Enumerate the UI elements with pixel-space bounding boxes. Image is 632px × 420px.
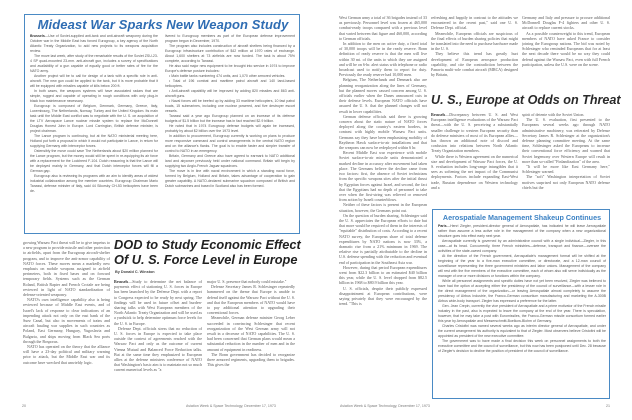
dod-byline: By Donald C. Winston <box>115 270 155 274</box>
paragraph-text: He noted that in 1974 Eurogroup defense budgets will again be increased, probably by about $2 billion over the 1973 level. <box>165 124 295 133</box>
paragraph <box>438 224 606 239</box>
paragraph-text: growing Warsaw Pact threat will be to give impetus to a new program to provide missile and other protection to airfields, apart from the Eurogroup aircraft-shelter program, and to improve the anti-armor capability of NATO forces. These moves mean a markedly new emphasis on mobile weapons assigned to airfield perimeters, both in fixed bases and on forward temporary fields. Systems such as the German Roland, British Rapier and French Crotale are being reviewed in light of NATO standardization of defense-oriented weaponry. <box>23 240 110 298</box>
paragraph <box>522 31 610 67</box>
paragraph <box>431 31 518 52</box>
paragraph <box>165 89 295 99</box>
paragraph <box>165 114 295 124</box>
dod-col-2 <box>207 279 295 399</box>
threat-col-1 <box>431 112 518 207</box>
paragraph <box>339 15 427 41</box>
right-footer-text: Aviation Week & Space Technology, December 17, 1973 <box>340 404 430 408</box>
paragraph-text: West German army a total of 36 brigades instead of 33 as previously. Personnel level was frozen at 465,000 combat-ready troops compared with a previous level that varied between that figure and 460,000, according to German officials. <box>339 15 427 41</box>
mideast-col-1 <box>30 34 158 230</box>
paragraph <box>431 51 518 77</box>
paragraph <box>165 169 295 189</box>
threat-headline: U. S., Europe at Odds on Threat <box>431 93 621 107</box>
dateline: Brussels <box>30 34 45 38</box>
paragraph <box>339 265 427 286</box>
paragraph <box>30 149 158 174</box>
paragraph-text: Belgium, The Netherlands and Denmark also are planning reorganization along the lines of Germany, but the planned moves caused concern among U. S. officials earlier when the Danes announced cuts in their defense levels. European NATO officials have assured the U. S. that the planned changes will not result in lower capabilities. <box>339 77 427 114</box>
paragraph-text: The program also includes construction of aircraft shelters being financed by a Eurogroup infrastructure contribution of $42 million at 1970 rates of exchange. About 1,600 shelters at 73 airfields are now funded. The task is about 75% complete, according to Tanassi. <box>165 44 295 63</box>
paragraph-text: He also said major new equipment to be brought into service in 1974 to improve Europe's defense posture includes: <box>165 64 295 73</box>
paragraph-text: • Main battle tanks numbering 474 units, and 1,070 other armored vehicles. <box>169 74 286 78</box>
paragraph-text: As a possible counterweight to this trend, European members of NATO have asked France to consider joining the Eurogroup nations. The bid was noted by Schlesinger who reminded Europeans that for at least the next decade there would be no way they could defend against the Warsaw Pact, even with full French participation, unless the U.S. were on the scene. <box>522 30 610 67</box>
paragraph-text: —Study to determine the net balance of payments effect of stationing U. S. forces in Europe has been launched by the Defense Dept. with a report to Congress expected to be ready by next spring. The findings will be used in future offset and burden-sharing talks with West European members of the North Atlantic Treaty Organization and will be used as a yardstick to help determine optimum force levels for the U. S. in Europe. <box>114 279 202 326</box>
dod-headline-line2: Of U. S. Force Level in Europe <box>114 252 298 267</box>
paragraph-text: refreshing and happily in contrast to the attitudes we encountered in the recent past," said one U. S. Defense Dept. official. <box>431 15 518 31</box>
paragraph <box>165 64 295 74</box>
paragraph-text: In addition to the men on active duty, a fixed total of 30,000 troops will be in the ready reserve. Bonn definition of ready reserve is that the men will live within 30 mi. of the units to which they are assigned and will be on 6-hr. alert status with telephone or radio broadcast used to notify them to report for duty. Previously the ready reserve had 10,000 men. <box>339 41 427 78</box>
paragraph <box>30 54 158 74</box>
paragraph <box>23 297 110 344</box>
paragraph-text: The Bonn government has decided to reorganize three armored regiments, upgrading them to brigades. This gives the <box>207 351 295 368</box>
paragraph <box>438 339 606 354</box>
mideast-box-title: Mideast War Sparks New Weapon Study <box>37 17 289 32</box>
paragraph <box>30 104 158 134</box>
paragraph-text: —Discrepancy between U. S. and West European intelligence evaluations of the Warsaw Pact threat—with the U. S. perceiving a substantially smaller challenge to western European security than do defense ministers of most of its European allies—has thrown an additional note of discord and confusion into relations between North Atlantic Treaty Organization members. <box>431 112 518 154</box>
paragraph <box>207 284 295 315</box>
paragraph-text: Neither of these factors is present in the European situation, however, the Germans point out. <box>339 202 427 213</box>
paragraph <box>438 324 606 339</box>
paragraph-text: The U. S. evaluation, first presented to the Europeans several weeks ago through NATO administrative machinery, was reiterated by Defense Secretary James R. Schlesinger at the organization's defense planning committee meeting. At the same time, Schlesinger asked the Europeans to increase their conventional force efficiency and warned that Soviet hegemony over Western Europe will result in more than so-called "Finlandization" of the area. <box>522 117 610 164</box>
left-page-number: 20 <box>22 404 26 408</box>
paragraph <box>165 134 295 154</box>
paragraph <box>165 124 295 134</box>
paragraph-text: Ostensibly the move could save The Netherlands about $20 million planned for the Lance program, but the money would still be spent in re-equipping its air force with a replacement for the Lockheed F-104. Dutch reasoning is that the Lance will be deployed mainly in Germany, and that Dutch interceptor forces will fill a German gap. <box>30 149 158 173</box>
paragraph-text: Britain, Germany and Greece also have agreed to earmark to NATO additional land and airpower previously held under national command. Britain will begin by supplying two Anglo-French Jaguar squadrons. <box>165 154 295 168</box>
paragraph-text: In both cases, the weapons systems will have associated radars that are simple, rugged and capable of operating in rough conditions with only plug-in black box maintenance necessary. <box>30 89 158 103</box>
dod-headline-line1: DOD to Study Economic Effect <box>114 237 301 252</box>
paragraph <box>339 114 427 150</box>
right-col-a <box>339 15 427 400</box>
paragraph-text: NATO has operated on the theory that the alliance will have a 23-day political and military warning prior to attack, but the Middle East war and its outcome have wrecked that unwieldy logic. <box>23 344 110 365</box>
dod-col-1 <box>114 279 202 399</box>
paragraph <box>522 15 610 31</box>
paragraph <box>207 352 295 368</box>
paragraph-text: On the question of burden sharing, Schlesinger said the U. S. appreciates the European efforts to date but that more would be required of them in the interests of "equitable" distribution of costs. According to a recent NATO survey, the European share of total defense expenditures by NATO nations is now 33%, a dramatic rise from a 21% minimum in 1969. The relative rise is partially attributable to the decline in U.S. defense spending with the reduction and eventual end of participation in the Southeast Asia war. <box>339 212 427 265</box>
paragraph <box>30 134 158 149</box>
paragraph <box>339 77 427 113</box>
aerospatiale-body <box>438 224 606 396</box>
paragraph <box>339 286 427 307</box>
paragraph-text: Aerospatiale currently is governed by an administrative council with a single individual—Ziegler, in this case—at its head. Concurrently, three French ministries—defense, transport and finance—oversee the activities of the state-owned company. <box>438 239 606 253</box>
dateline: Brussels <box>114 279 129 284</box>
left-footer-text: Aviation Week & Space Technology, December 17, 1973 <box>186 404 276 408</box>
paragraph <box>438 239 606 254</box>
paragraph <box>30 74 158 89</box>
paragraph-text: The "soft" Washington interpretation of Soviet motives surprised not only European NATO defense chiefs but the <box>522 174 610 190</box>
paragraph-text: At the direction of the French government, Aerospatiale's management format will be shifted at the beginning of the year to a five-man executive committee, or directorate, and a 12-man council of surveillance representing the three government ministries and labor unions. Management of the company will rest with the five members of the executive committee, each of whom also will serve individually as the manager of one or more divisions or functions within the company. <box>438 254 606 278</box>
paragraph-text: While all personnel assignments and specific duties have not yet been resolved, Ziegler was believed to have had the option of accepting either the presidency of the council of surveillance—with a lesser role in the direct management of the organization—or leaving Aerospatiale almost completely to assume the presidency of Airbus Industrie, the Franco-German consortium manufacturing and marketing the A-300B Airbus wide-body transport. Ziegler has expressed a preference for the latter. <box>438 279 606 303</box>
paragraph <box>339 213 427 265</box>
paragraph-text: Eurogroup also is reviewing its programs with an aim to identify areas of widest industrial collaboration among the member countries. Eurogroup Chairman Mario Tanassi, defense minister of Italy, said 44 Sikorsky CH-53 helicopters have been de- <box>30 174 158 193</box>
paragraph-text: The government was to have made a final decision this week on personnel assignments to both the executive committee and the council of surveillance, but this now has been postponed until Dec. 28 because of Ziegler's decision to decline the position of president of the council of surveillance. <box>438 339 606 353</box>
paragraph-text: In addition to procurement, Eurogroup currently is working on plans to produce more responsive command and control arrangements in the central NATO region and on the alliance's flanks. The goal is to enable faster and simpler transfer of control to NATO in an emergency. <box>165 134 295 153</box>
paragraph <box>165 154 295 169</box>
mideast-box <box>24 14 300 234</box>
paragraph-text: Germany and Italy and pressure to procure additional McDonnell Douglas F-4 fighters and other U. S. aircraft to replace current stocks. <box>522 15 610 31</box>
paragraph <box>431 112 518 154</box>
paragraph-text: Gen. Jean Crepin, currently the vice president of Aerospatiale and a prime motivator of the French missile industry in the past, also is expected to leave the company at the end of the year. There is speculation, however, that he may take a post with Euromissiles, the Franco-German missile consortium formed earlier this year by Aerospatiale and Messerschmitt-Boelkow-Blohm of Germany. <box>438 304 606 323</box>
paragraph <box>431 15 518 31</box>
paragraph <box>165 99 295 114</box>
paragraph <box>522 174 610 190</box>
paragraph <box>23 240 110 297</box>
paragraph-text: They believe this trend has greatly hurt development of European aerospace production capability, and cite the contradiction between the Panavia multi-role combat aircraft (MRCA) designed by Britain, <box>431 51 518 78</box>
right-col-b-top <box>431 15 518 90</box>
paragraph <box>207 315 295 351</box>
paragraph-text: While there is Western agreement on the numerical size and development of Warsaw Pact forces, the U. S. evaluation includes long-range intangibles that it sees as softening the net impact of the Communist deployments. Factors include expanding East-West trade, Russian dependence on Western technology and a <box>431 153 518 190</box>
paragraph-text: —Use of Soviet-supplied anti-tank and anti-aircraft weaponry during the October war in the Middle East has forced Eurogroup, a key agency of the North Atlantic Treaty Organization, to add new projects to its weapons acquisition review. <box>30 34 158 53</box>
paragraph <box>23 344 110 365</box>
paragraph-text: • Total of 196 combat and maritime patrol aircraft and 140 land-based helicopters. <box>165 79 295 88</box>
paragraph-text: The move last week, after study of the remarkable results of the Soviet ZSU-23-4 SP quad-mounted 23-mm. anti-aircraft gun, includes a survey of specifications and availability of a gun capable of equally good or better rates of fire for the NATO army. <box>30 54 158 73</box>
paragraph <box>30 34 158 54</box>
paragraph <box>438 279 606 304</box>
paragraph-text: U. S. officials, despite their publicly expressed disappointment at European contributions, were saying privately that they were encouraged by the trend. "This is <box>339 285 427 307</box>
paragraph-text: However, during that period European expenditures went from $22.3 billion to an estimated $40 billion this year, while the U. S. level dropped from $82.5 billion in 1968 to $80.9 billion this year. <box>339 264 427 286</box>
right-page-number: 21 <box>606 404 610 408</box>
dateline: Brussels <box>431 112 446 117</box>
paragraph <box>165 34 295 44</box>
paragraph-text: livered to Eurogroup members as part of the European defense improvement program begun in December, 1970. <box>165 34 295 43</box>
paragraph <box>30 89 158 104</box>
paragraph-text: major U. S. presence that nobody could mistake." <box>207 279 287 284</box>
aerospatiale-box <box>432 209 610 399</box>
paragraph <box>438 254 606 279</box>
paragraph-text: —Henri Ziegler, president-director general of Aerospatiale, has indicated he will leave Aerospatiale rather than assume a less active role in the management of the company when a new organizational structure goes into effect early next year. <box>438 224 606 238</box>
paragraph-text: • Naval forces will be beefed up by adding 33 maritime helicopters, 10 fast patrol boats, 15 submarines, including one nuclear powered, and five destroyer escort vessels. <box>165 99 295 113</box>
paragraph-text: The move is in line with naval environment in which a standing naval force, formed by Belgium, Holland and Britain, takes advantage of cooperation to gain greater capability. A NATO-declared submarine squadron composed of British and Dutch submarines and based in Scotland also has been formed. <box>165 169 295 188</box>
paragraph-text: spirit of detente with the Soviet Union. <box>522 112 585 117</box>
paragraph-text: The Lance program is continuing, but at the NATO ministerial meeting here, Holland put forth a proposal in which it would not participate in Lance, in return for supplying Germany with interceptor forces. <box>30 134 158 148</box>
paragraph <box>431 154 518 190</box>
paragraph-text: Recent Middle East war experience with mobile Soviet surface-to-air missile units demonstrated a marked decline in accuracy after movement had taken place. The Germans believe the decline came from two factors: first, the absence of Soviet technicians from the specific weapons sites after the initial thrust by Egyptian forces against Israel, and second, the fact that the Egyptians had no depth of personnel to take over when the first-string was relieved or removed from action by Israeli counterblows. <box>339 150 427 203</box>
left-continuation-column <box>23 240 110 398</box>
paragraph <box>339 41 427 77</box>
paragraph-text: NATO's own intelligence capability also is being reviewed because of Middle East events, and of Israel's lack of response to clear indications of an impending attack not only on the east bank of the Suez Canal, but also in movements of trains and aircraft hauling war supplies in such countries as Poland, East Germany, Hungary, Yugoslavia and Bulgaria, and ships moving from Black Sea ports through the Bosporus. <box>23 297 110 344</box>
paragraph-text: German defense officials said there is growing concern about the static nature of NATO forces deployed along the country's eastern borders, in contrast with highly mobile Warsaw Pact units. Germans say they have been emphasizing mobility of Raytheon Hawk surface-to-air installations and that the weapons can now be redeployed within 6 hr. <box>339 113 427 151</box>
paragraph-text: Meanwhile, German defense minister Georg Leber succeeded in convincing Schlesinger that recent reorganization of the West German army will not result in a decrease of NATO capabilities. The U. S. had been concerned that German plans would mean a substantial reduction in the number of men and in the amount of equipment in readiness. <box>207 315 295 352</box>
paragraph <box>522 164 610 174</box>
paragraph <box>114 326 202 373</box>
dateline: Paris <box>438 224 447 228</box>
paragraph-text: Meanwhile, European officials are suspicious of the final effects of burden sharing policies that might be translated into the need to purchase hardware made in the U. S. <box>431 30 518 52</box>
paragraph <box>339 202 427 212</box>
right-col-c-top <box>522 15 610 90</box>
mideast-col-2 <box>165 34 295 230</box>
paragraph <box>165 79 295 89</box>
paragraph <box>339 150 427 202</box>
threat-col-2 <box>522 112 610 207</box>
paragraph <box>165 44 295 64</box>
paragraph-text: Tanassi said a year ago Eurogroup planned on an increase of its defense budgets of $1.5 billion but the increase has in fact reached $2.9 billion. <box>165 114 295 123</box>
paragraph-text: Eurogroup is composed of Belgium, Denmark, Germany, Greece, Italy, Luxembourg, The Netherlands, Norway, Turkey and the United Kingdom. Its main task until the Middle East conflict was to negotiate with the U. S. on acquisition of the LTV Aerospace Lance nuclear missile system to replace the McDonnell Douglas Honest John in Europe. Lord Carrington, British defense minister, is project chairman. <box>30 104 158 133</box>
paragraph <box>114 279 202 326</box>
right-page <box>316 0 632 420</box>
paragraph-text: Another project will be to call for design of a tank with a specific role in anti-aircraft. The new gun could be applied to the tank, but it is more probable that it will be equipped with missiles capable of kills below 200 ft. <box>30 74 158 88</box>
paragraph-text: Defense Dept. officials stress that no reduction of U. S. forces in Europe is expected to take place outside the context of agreements reached with the Warsaw Pact and only as the outcome of current Vienna Mutual and Balanced Force Reduction talks. But at the same time they emphasized to European allies at the defense ministers conference of NATO that Washington's basic aim is to maintain not so much current numerical levels as "a <box>114 325 202 373</box>
paragraph-text: • Anti-aircraft capability will be improved by adding 820 missiles and 863 anti-aircraft guns. <box>165 89 295 98</box>
paragraph-text: Charles Cristofini was named several weeks ago as interim director general of Aerospatiale, and under the current arrangement his authority is equivalent to that of Ziegler. Most observers believe Cristofini will be appointed as president of the new executive committee. <box>438 324 606 338</box>
paragraph <box>522 117 610 164</box>
paragraph <box>30 174 158 194</box>
paragraph <box>438 304 606 324</box>
paragraph-text: "It will be more like East Germany here," Schlesinger warned. <box>522 164 610 175</box>
aerospatiale-box-title: Aerospatiale Management Shakeup Continues <box>442 213 602 222</box>
paragraph-text: Defense Secretary James R. Schlesinger repeatedly hammered on the theme that Europe is unable to defend itself against the Warsaw Pact without the U. S. and that the European members of NATO would have to pay additional attention to upgrading their conventional forces. <box>207 284 295 316</box>
